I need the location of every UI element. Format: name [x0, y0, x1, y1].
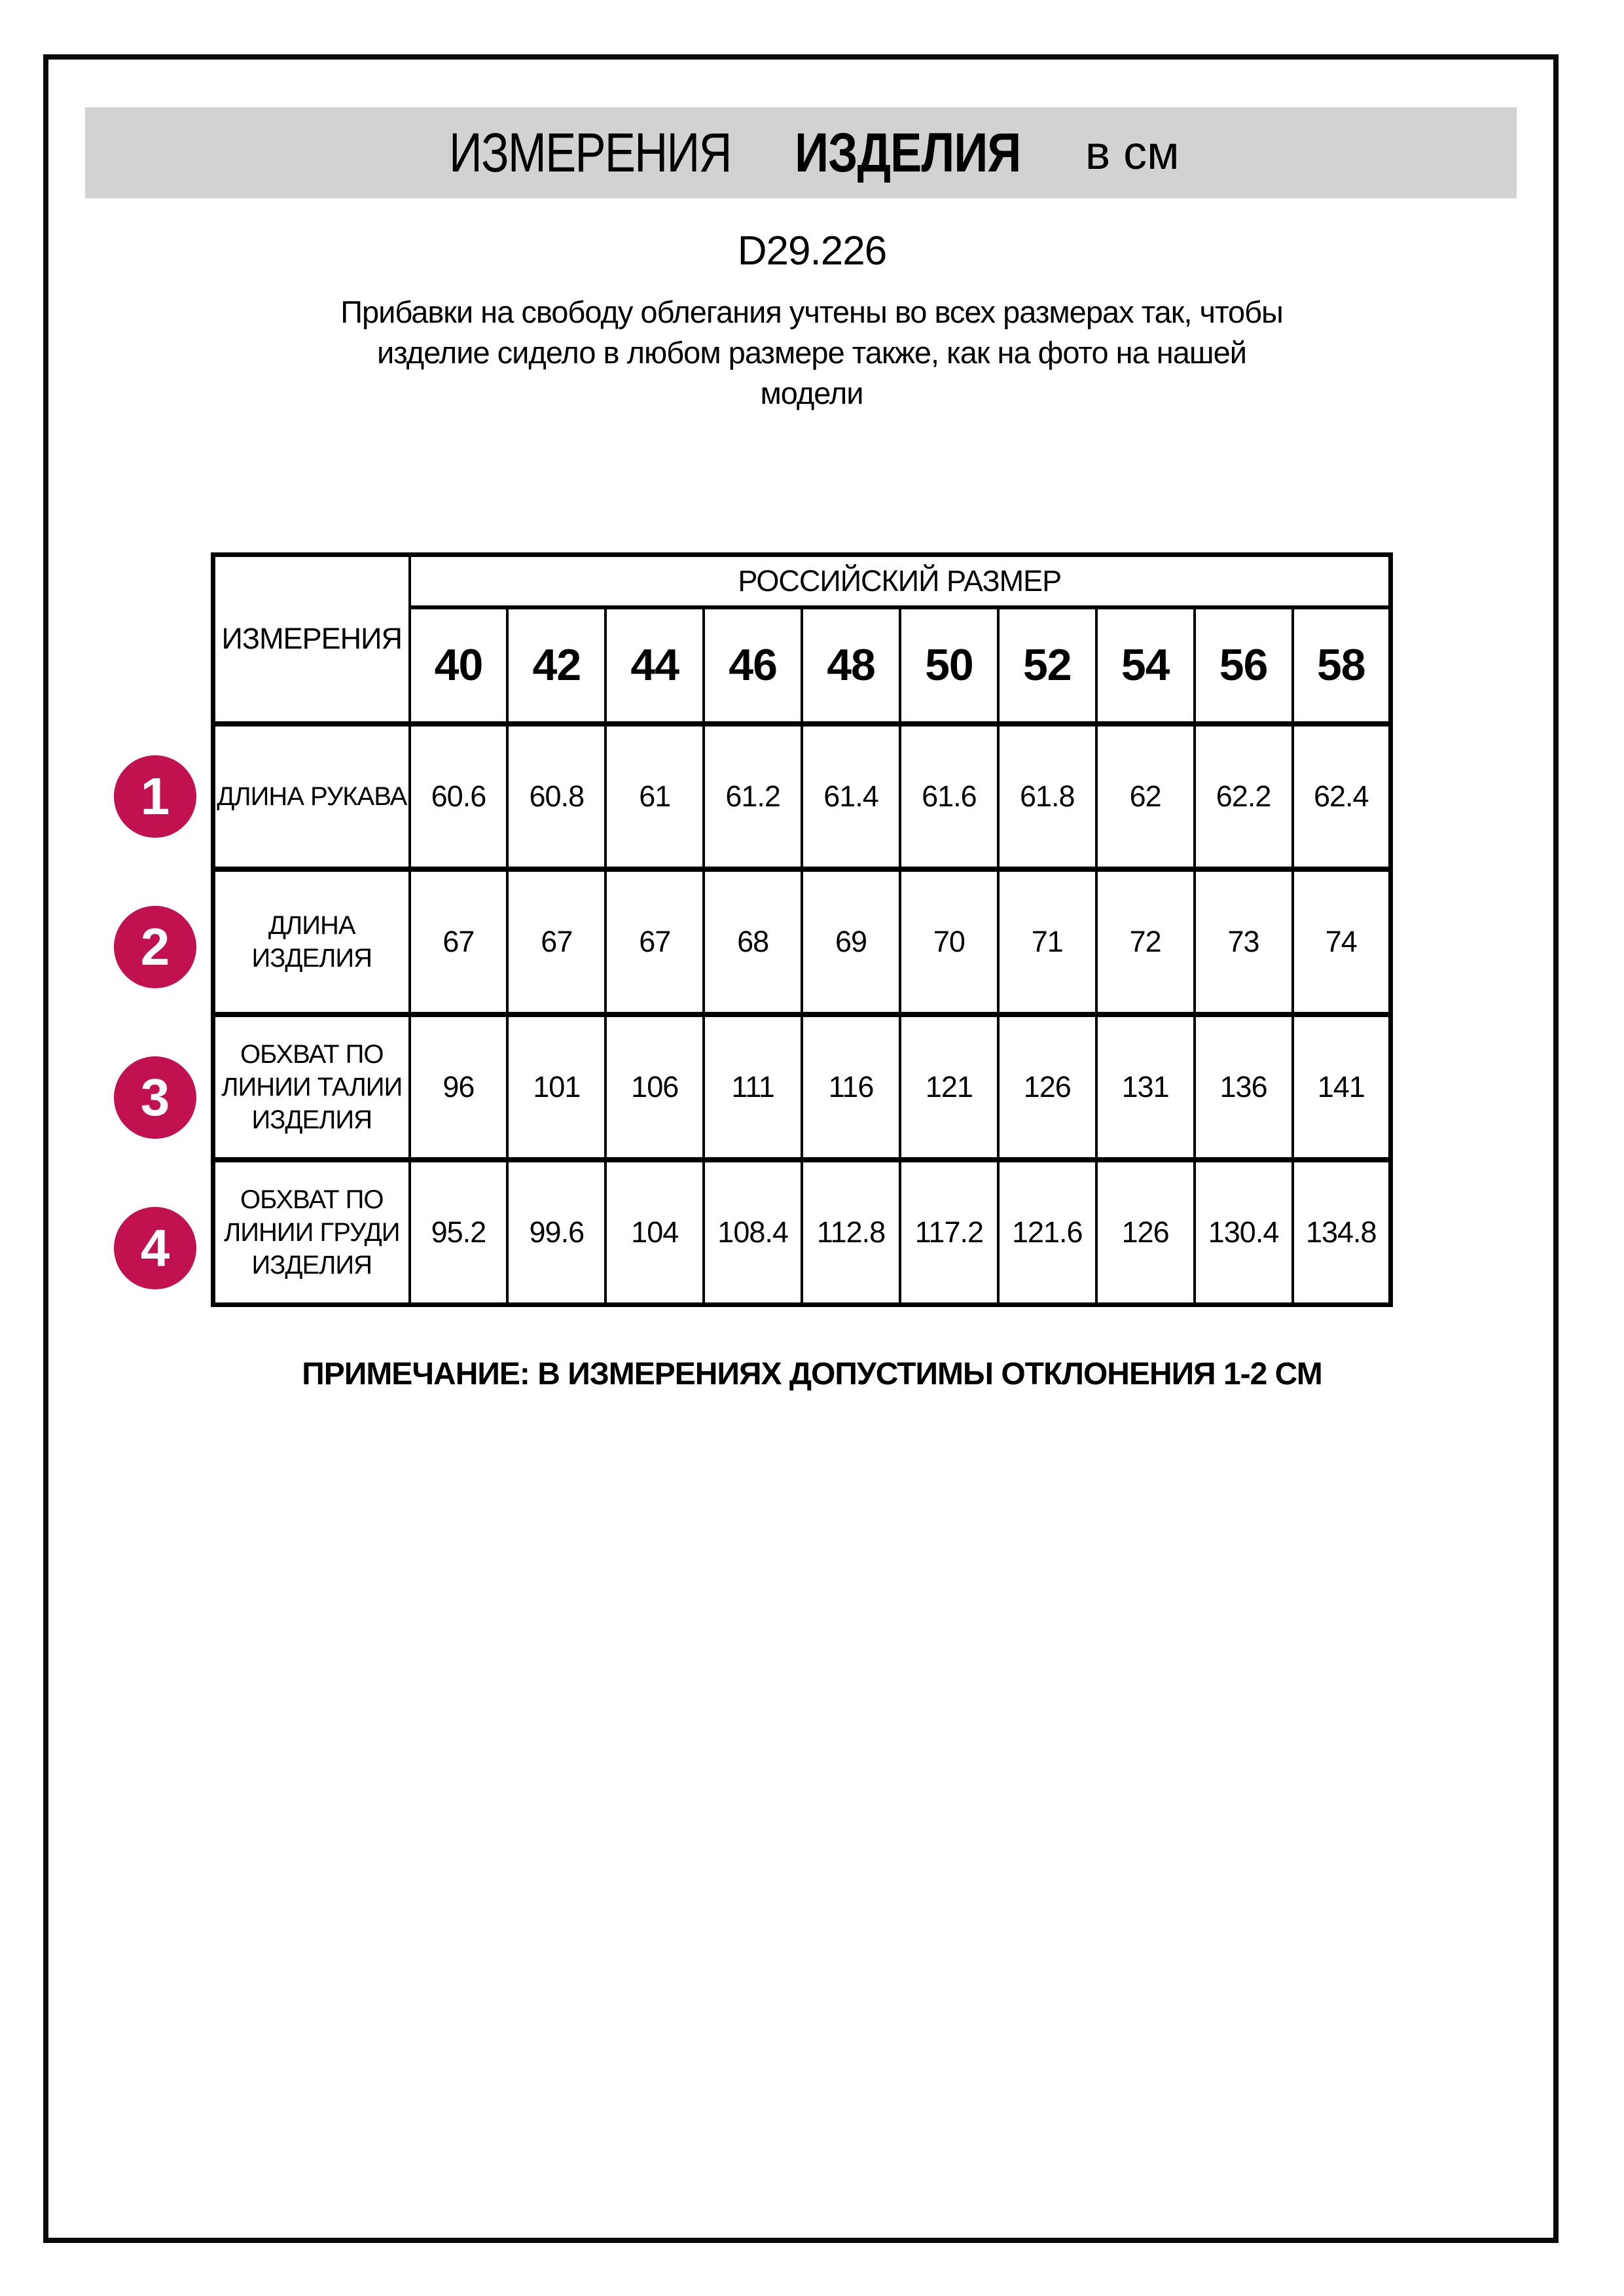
value-cell: 130.4 [1195, 1160, 1293, 1305]
fit-description-line: модели [760, 376, 863, 410]
fit-description [236, 292, 1388, 414]
value-cell: 70 [900, 869, 998, 1014]
value-cell: 72 [1096, 869, 1195, 1014]
value-cell: 111 [704, 1014, 802, 1160]
size-col-header: 44 [605, 607, 704, 724]
value-cell: 117.2 [900, 1160, 998, 1305]
size-col-header: 54 [1096, 607, 1195, 724]
table-row-waist-girth [213, 1014, 1391, 1160]
measure-row-label: ДЛИНА РУКАВА [213, 724, 410, 869]
value-cell: 73 [1195, 869, 1293, 1014]
fit-description-line: Прибавки на свободу облегания учтены во всех размерах так, чтобы [340, 295, 1283, 329]
value-cell: 60.6 [410, 724, 508, 869]
size-col-header: 40 [410, 607, 508, 724]
measure-row-label: ОБХВАТ ПО ЛИНИИ ТАЛИИ ИЗДЕЛИЯ [213, 1014, 410, 1160]
value-cell: 106 [605, 1014, 704, 1160]
value-cell: 101 [507, 1014, 605, 1160]
tolerance-note: ПРИМЕЧАНИЕ: В ИЗМЕРЕНИЯХ ДОПУСТИМЫ ОТКЛОНЕНИЯ 1-2 СМ [302, 1357, 1322, 1391]
size-col-header: 58 [1293, 607, 1391, 724]
product-code: D29.226 [737, 228, 887, 274]
value-cell: 60.8 [507, 724, 605, 869]
value-cell: 74 [1293, 869, 1391, 1014]
value-cell: 96 [410, 1014, 508, 1160]
value-cell: 136 [1195, 1014, 1293, 1160]
value-cell: 99.6 [507, 1160, 605, 1305]
value-cell: 69 [802, 869, 900, 1014]
measure-row-label: ОБХВАТ ПО ЛИНИИ ГРУДИ ИЗДЕЛИЯ [213, 1160, 410, 1305]
row-number-badge: 3 [114, 1056, 196, 1139]
row-number-badge: 4 [114, 1207, 196, 1289]
value-cell: 67 [410, 869, 508, 1014]
size-col-header: 42 [507, 607, 605, 724]
group-header-row [213, 555, 1391, 607]
value-cell: 67 [605, 869, 704, 1014]
value-cell: 71 [998, 869, 1096, 1014]
value-cell: 61.2 [704, 724, 802, 869]
size-col-header: 48 [802, 607, 900, 724]
page-title-unit: в см [1085, 126, 1180, 179]
value-cell: 67 [507, 869, 605, 1014]
size-measurements-table [211, 552, 1393, 1307]
value-cell: 126 [998, 1014, 1096, 1160]
value-cell: 141 [1293, 1014, 1391, 1160]
value-cell: 95.2 [410, 1160, 508, 1305]
value-cell: 62.4 [1293, 724, 1391, 869]
value-cell: 62 [1096, 724, 1195, 869]
value-cell: 121 [900, 1014, 998, 1160]
measurements-corner-label: ИЗМЕРЕНИЯ [213, 555, 410, 724]
value-cell: 61.6 [900, 724, 998, 869]
value-cell: 126 [1096, 1160, 1195, 1305]
row-number-badge: 1 [114, 755, 196, 838]
russian-size-header: РОССИЙСКИЙ РАЗМЕР [410, 555, 1391, 607]
value-cell: 68 [704, 869, 802, 1014]
table-row-sleeve-length [213, 724, 1391, 869]
value-cell: 61.8 [998, 724, 1096, 869]
size-col-header: 52 [998, 607, 1096, 724]
page-title: ИЗМЕРЕНИЯ [449, 122, 732, 183]
size-col-header: 50 [900, 607, 998, 724]
size-col-header: 56 [1195, 607, 1293, 724]
table-row-chest-girth [213, 1160, 1391, 1305]
row-number-badge: 2 [114, 906, 196, 988]
value-cell: 131 [1096, 1014, 1195, 1160]
page-title-emphasis: ИЗДЕЛИЯ [795, 122, 1021, 183]
title-banner [85, 107, 1517, 198]
table-row-garment-length [213, 869, 1391, 1014]
size-col-header: 46 [704, 607, 802, 724]
value-cell: 61 [605, 724, 704, 869]
measure-row-label: ДЛИНА ИЗДЕЛИЯ [213, 869, 410, 1014]
value-cell: 121.6 [998, 1160, 1096, 1305]
fit-description-line: изделие сидело в любом размере также, как на фото на нашей [377, 335, 1246, 370]
value-cell: 116 [802, 1014, 900, 1160]
value-cell: 62.2 [1195, 724, 1293, 869]
value-cell: 112.8 [802, 1160, 900, 1305]
value-cell: 108.4 [704, 1160, 802, 1305]
value-cell: 104 [605, 1160, 704, 1305]
value-cell: 61.4 [802, 724, 900, 869]
value-cell: 134.8 [1293, 1160, 1391, 1305]
